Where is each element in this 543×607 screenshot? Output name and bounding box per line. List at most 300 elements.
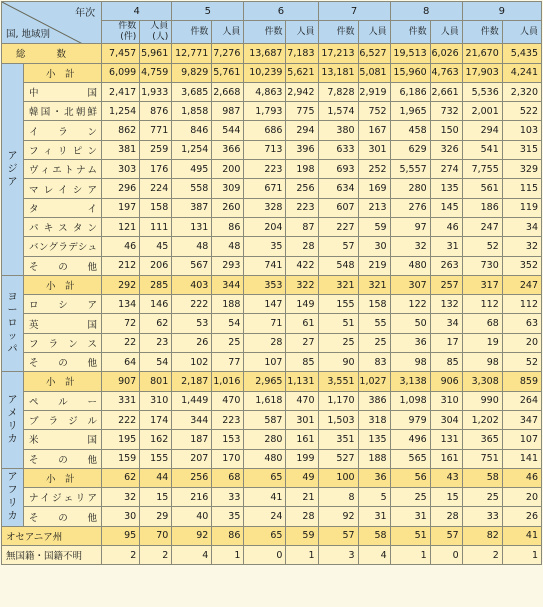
value-cell: 57 (430, 526, 462, 545)
value-cell: 17,213 (318, 44, 358, 63)
value-cell: 97 (390, 217, 430, 236)
value-cell: 200 (212, 160, 244, 179)
value-cell: 57 (318, 526, 358, 545)
country-name: 英 国 (29, 319, 98, 331)
country-row (2, 198, 542, 217)
value-cell: 86 (212, 526, 244, 545)
value-cell: 274 (430, 160, 462, 179)
value-cell: 5,536 (462, 82, 502, 101)
value-cell: 31 (430, 237, 462, 256)
value-cell: 63 (502, 314, 541, 333)
country-name: フランス (29, 338, 98, 350)
value-cell: 387 (172, 198, 212, 217)
value-cell: 119 (502, 198, 541, 217)
value-cell: 19,513 (390, 44, 430, 63)
value-cell: 36 (358, 468, 390, 487)
value-cell: 318 (358, 410, 390, 429)
value-cell: 6,099 (102, 63, 140, 82)
region-label: ヨ ー ロ ッ パ (2, 275, 24, 371)
country-label (24, 179, 102, 198)
value-cell: 1,254 (172, 140, 212, 159)
value-cell: 150 (430, 121, 462, 140)
value-cell: 771 (140, 121, 172, 140)
value-cell: 1,016 (212, 372, 244, 391)
value-cell: 159 (102, 449, 140, 468)
country-name: パキスタン (29, 223, 98, 235)
country-name: 中 国 (29, 88, 98, 100)
value-cell: 95 (102, 526, 140, 545)
value-cell: 4,863 (244, 82, 286, 101)
value-cell: 347 (502, 410, 541, 429)
value-cell: 633 (318, 140, 358, 159)
country-label (24, 410, 102, 429)
value-cell: 55 (358, 314, 390, 333)
region-label: ア フ リ カ (2, 468, 24, 526)
value-cell: 2,919 (358, 82, 390, 101)
total-label: 総 数 (2, 44, 102, 63)
value-cell: 4 (358, 546, 390, 565)
persons-header: 人員 (358, 21, 390, 44)
value-cell: 107 (244, 353, 286, 372)
value-cell: 321 (358, 275, 390, 294)
value-cell: 68 (462, 314, 502, 333)
value-cell: 322 (286, 275, 318, 294)
value-cell: 751 (462, 449, 502, 468)
value-cell: 162 (140, 430, 172, 449)
value-cell: 801 (140, 372, 172, 391)
year-cell: 9 (462, 2, 541, 21)
value-cell: 223 (286, 198, 318, 217)
value-cell: 294 (462, 121, 502, 140)
value-cell: 5,557 (390, 160, 430, 179)
year-cell: 7 (318, 2, 390, 21)
value-cell: 280 (244, 430, 286, 449)
value-cell: 2 (102, 546, 140, 565)
value-cell: 859 (502, 372, 541, 391)
persons-header: 人員 (430, 21, 462, 44)
persons-header: 人員 (286, 21, 318, 44)
country-row (2, 295, 542, 314)
value-cell: 2,417 (102, 82, 140, 101)
value-cell: 1,574 (318, 102, 358, 121)
value-cell: 344 (212, 275, 244, 294)
value-cell: 365 (462, 430, 502, 449)
value-cell: 607 (318, 198, 358, 217)
value-cell: 7,183 (286, 44, 318, 63)
value-cell: 1,793 (244, 102, 286, 121)
value-cell: 259 (140, 140, 172, 159)
value-cell: 321 (318, 275, 358, 294)
value-cell: 35 (212, 507, 244, 526)
value-cell: 403 (172, 275, 212, 294)
country-row (2, 102, 542, 121)
value-cell: 693 (318, 160, 358, 179)
value-cell: 59 (286, 526, 318, 545)
value-cell: 713 (244, 140, 286, 159)
value-cell: 2,320 (502, 82, 541, 101)
value-cell: 122 (390, 295, 430, 314)
stateless-row (2, 546, 542, 565)
value-cell: 155 (140, 449, 172, 468)
value-cell: 2,942 (286, 82, 318, 101)
value-cell: 45 (140, 237, 172, 256)
value-cell: 252 (358, 160, 390, 179)
year-header-row (2, 2, 542, 21)
cases-header: 件数 (462, 21, 502, 44)
value-cell: 29 (140, 507, 172, 526)
value-cell: 256 (286, 179, 318, 198)
value-cell: 50 (390, 314, 430, 333)
value-cell: 34 (502, 217, 541, 236)
value-cell: 4,241 (502, 63, 541, 82)
value-cell: 57 (318, 237, 358, 256)
value-cell: 131 (430, 430, 462, 449)
country-label (24, 121, 102, 140)
value-cell: 315 (502, 140, 541, 159)
value-cell: 634 (318, 179, 358, 198)
value-cell: 112 (462, 295, 502, 314)
value-cell: 264 (502, 391, 541, 410)
value-cell: 224 (140, 179, 172, 198)
persons-header: 人員 (212, 21, 244, 44)
value-cell: 62 (140, 314, 172, 333)
country-row (2, 256, 542, 275)
value-cell: 15,960 (390, 63, 430, 82)
value-cell: 132 (430, 295, 462, 314)
value-cell: 58 (358, 526, 390, 545)
value-cell: 107 (502, 430, 541, 449)
value-cell: 331 (102, 391, 140, 410)
value-cell: 77 (212, 353, 244, 372)
value-cell: 197 (102, 198, 140, 217)
value-cell: 301 (358, 140, 390, 159)
value-cell: 15 (140, 488, 172, 507)
value-cell: 671 (244, 179, 286, 198)
value-cell: 135 (430, 179, 462, 198)
value-cell: 257 (430, 275, 462, 294)
value-cell: 292 (102, 275, 140, 294)
value-cell: 26 (502, 507, 541, 526)
value-cell: 26 (172, 333, 212, 352)
value-cell: 1,027 (358, 372, 390, 391)
value-cell: 629 (390, 140, 430, 159)
subtotal-row (2, 468, 542, 487)
value-cell: 28 (430, 507, 462, 526)
value-cell: 174 (140, 410, 172, 429)
value-cell: 21 (286, 488, 318, 507)
value-cell: 36 (390, 333, 430, 352)
value-cell: 25 (358, 333, 390, 352)
value-cell: 480 (244, 449, 286, 468)
value-cell: 83 (358, 353, 390, 372)
value-cell: 301 (286, 410, 318, 429)
value-cell: 169 (358, 179, 390, 198)
value-cell: 71 (244, 314, 286, 333)
value-cell: 223 (244, 160, 286, 179)
value-cell: 256 (172, 468, 212, 487)
value-cell: 21,670 (462, 44, 502, 63)
value-cell: 1 (212, 546, 244, 565)
value-cell: 121 (102, 217, 140, 236)
country-label (24, 198, 102, 217)
country-label (24, 256, 102, 275)
country-label (24, 102, 102, 121)
subtotal-row (2, 63, 542, 82)
value-cell: 4,763 (430, 63, 462, 82)
value-cell: 195 (102, 430, 140, 449)
value-cell: 141 (502, 449, 541, 468)
value-cell: 188 (212, 295, 244, 314)
value-cell: 17,903 (462, 63, 502, 82)
value-cell: 9,829 (172, 63, 212, 82)
value-cell: 567 (172, 256, 212, 275)
value-cell: 90 (318, 353, 358, 372)
value-cell: 23 (140, 333, 172, 352)
country-name: フィリピン (29, 145, 98, 157)
value-cell: 285 (140, 275, 172, 294)
value-cell: 6,527 (358, 44, 390, 63)
value-cell: 134 (102, 295, 140, 314)
value-cell: 458 (390, 121, 430, 140)
country-name: 米 国 (29, 435, 98, 447)
country-name: その他 (29, 512, 98, 524)
value-cell: 263 (430, 256, 462, 275)
value-cell: 4 (172, 546, 212, 565)
value-cell: 187 (172, 430, 212, 449)
country-name: イラン (29, 126, 98, 138)
value-cell: 3,308 (462, 372, 502, 391)
value-cell: 5,621 (286, 63, 318, 82)
value-cell: 49 (286, 468, 318, 487)
country-label (24, 217, 102, 236)
value-cell: 470 (286, 391, 318, 410)
country-name: その他 (29, 358, 98, 370)
value-cell: 145 (430, 198, 462, 217)
value-cell: 102 (172, 353, 212, 372)
country-name: ヴィエトナム (29, 165, 98, 177)
value-cell: 25 (318, 333, 358, 352)
value-cell: 0 (244, 546, 286, 565)
country-label (24, 237, 102, 256)
value-cell: 296 (102, 179, 140, 198)
value-cell: 222 (102, 410, 140, 429)
value-cell: 876 (140, 102, 172, 121)
statistics-table (1, 1, 542, 565)
value-cell: 2,187 (172, 372, 212, 391)
value-cell: 28 (286, 237, 318, 256)
country-name: ブラジル (29, 416, 98, 428)
country-label (24, 353, 102, 372)
value-cell: 1,618 (244, 391, 286, 410)
country-label (24, 430, 102, 449)
country-label (24, 295, 102, 314)
value-cell: 558 (172, 179, 212, 198)
value-cell: 5,961 (140, 44, 172, 63)
value-cell: 1,933 (140, 82, 172, 101)
value-cell: 64 (102, 353, 140, 372)
value-cell: 17 (430, 333, 462, 352)
subtotal-label: 小 計 (24, 63, 102, 82)
value-cell: 1,449 (172, 391, 212, 410)
value-cell: 276 (390, 198, 430, 217)
value-cell: 58 (462, 468, 502, 487)
value-cell: 1,202 (462, 410, 502, 429)
value-cell: 846 (172, 121, 212, 140)
country-row (2, 314, 542, 333)
country-label: 国, 地域別 (6, 29, 51, 41)
value-cell: 1,503 (318, 410, 358, 429)
country-row (2, 410, 542, 429)
subtotal-label: 小 計 (24, 468, 102, 487)
value-cell: 72 (102, 314, 140, 333)
value-cell: 6,186 (390, 82, 430, 101)
country-name: タイ (29, 203, 98, 215)
value-cell: 303 (102, 160, 140, 179)
value-cell: 111 (140, 217, 172, 236)
country-label (24, 488, 102, 507)
value-cell: 366 (212, 140, 244, 159)
country-name: ナイジェリア (29, 493, 98, 505)
subtotal-row (2, 275, 542, 294)
value-cell: 52 (462, 237, 502, 256)
country-label (24, 391, 102, 410)
header-corner (2, 2, 102, 44)
value-cell: 7,828 (318, 82, 358, 101)
value-cell: 344 (172, 410, 212, 429)
value-cell: 32 (102, 488, 140, 507)
value-cell: 396 (286, 140, 318, 159)
value-cell: 2,668 (212, 82, 244, 101)
value-cell: 293 (212, 256, 244, 275)
value-cell: 527 (318, 449, 358, 468)
year-cell: 4 (102, 2, 172, 21)
value-cell: 587 (244, 410, 286, 429)
value-cell: 422 (286, 256, 318, 275)
country-row (2, 217, 542, 236)
subtotal-row (2, 372, 542, 391)
value-cell: 204 (244, 217, 286, 236)
cases-header: 件数 (172, 21, 212, 44)
value-cell: 561 (462, 179, 502, 198)
value-cell: 541 (462, 140, 502, 159)
subtotal-label: 小 計 (24, 372, 102, 391)
value-cell: 495 (172, 160, 212, 179)
value-cell: 979 (390, 410, 430, 429)
value-cell: 2 (462, 546, 502, 565)
value-cell: 351 (318, 430, 358, 449)
persons-header: 人員 (502, 21, 541, 44)
value-cell: 565 (390, 449, 430, 468)
value-cell: 862 (102, 121, 140, 140)
country-label (24, 333, 102, 352)
value-cell: 188 (358, 449, 390, 468)
value-cell: 199 (286, 449, 318, 468)
cases-header: 件数 (件) (102, 21, 140, 44)
value-cell: 40 (172, 507, 212, 526)
value-cell: 59 (358, 217, 390, 236)
value-cell: 44 (140, 468, 172, 487)
value-cell: 68 (212, 468, 244, 487)
value-cell: 990 (462, 391, 502, 410)
country-label (24, 160, 102, 179)
value-cell: 7,457 (102, 44, 140, 63)
value-cell: 544 (212, 121, 244, 140)
value-cell: 43 (430, 468, 462, 487)
oceania-row (2, 526, 542, 545)
value-cell: 161 (430, 449, 462, 468)
value-cell: 741 (244, 256, 286, 275)
oceania-label: オセアニア州 (2, 526, 102, 545)
value-cell: 216 (172, 488, 212, 507)
value-cell: 86 (212, 217, 244, 236)
value-cell: 62 (102, 468, 140, 487)
value-cell: 48 (172, 237, 212, 256)
value-cell: 6,026 (430, 44, 462, 63)
value-cell: 30 (102, 507, 140, 526)
value-cell: 3,551 (318, 372, 358, 391)
country-row (2, 237, 542, 256)
value-cell: 522 (502, 102, 541, 121)
value-cell: 13,181 (318, 63, 358, 82)
value-cell: 3 (318, 546, 358, 565)
value-cell: 1,131 (286, 372, 318, 391)
value-cell: 2 (140, 546, 172, 565)
value-cell: 48 (212, 237, 244, 256)
country-name: ロシア (29, 300, 98, 312)
region-label: ア ジ ア (2, 63, 24, 275)
country-row (2, 82, 542, 101)
value-cell: 3,685 (172, 82, 212, 101)
country-name: 韓国・北朝鮮 (29, 107, 98, 119)
value-cell: 25 (462, 488, 502, 507)
country-label (24, 314, 102, 333)
value-cell: 131 (172, 217, 212, 236)
value-cell: 212 (102, 256, 140, 275)
value-cell: 247 (502, 275, 541, 294)
value-cell: 7,276 (212, 44, 244, 63)
value-cell: 12,771 (172, 44, 212, 63)
country-row (2, 179, 542, 198)
value-cell: 280 (390, 179, 430, 198)
value-cell: 27 (286, 333, 318, 352)
value-cell: 85 (430, 353, 462, 372)
value-cell: 46 (430, 217, 462, 236)
cases-header: 件数 (244, 21, 286, 44)
value-cell: 153 (212, 430, 244, 449)
total-row (2, 44, 542, 63)
value-cell: 730 (462, 256, 502, 275)
value-cell: 5,081 (358, 63, 390, 82)
value-cell: 775 (286, 102, 318, 121)
subtotal-label: 小 計 (24, 275, 102, 294)
value-cell: 1,254 (102, 102, 140, 121)
value-cell: 186 (462, 198, 502, 217)
value-cell: 19 (462, 333, 502, 352)
value-cell: 146 (140, 295, 172, 314)
value-cell: 28 (244, 333, 286, 352)
value-cell: 13,687 (244, 44, 286, 63)
value-cell: 309 (212, 179, 244, 198)
value-cell: 987 (212, 102, 244, 121)
value-cell: 149 (286, 295, 318, 314)
value-cell: 170 (212, 449, 244, 468)
value-cell: 65 (244, 526, 286, 545)
value-cell: 1,858 (172, 102, 212, 121)
value-cell: 100 (318, 468, 358, 487)
value-cell: 176 (140, 160, 172, 179)
value-cell: 46 (502, 468, 541, 487)
value-cell: 32 (390, 237, 430, 256)
